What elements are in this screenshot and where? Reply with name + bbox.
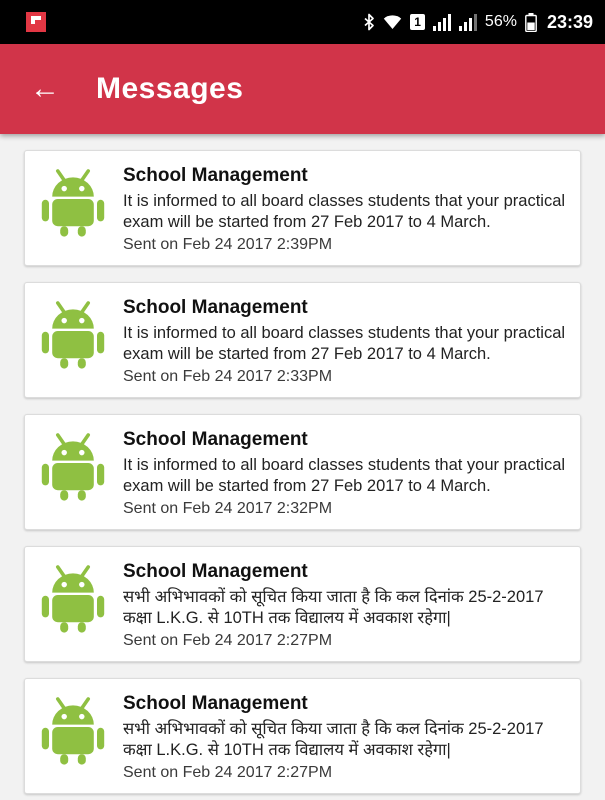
wifi-icon [383,14,402,30]
sim-slot-badge: 1 [410,14,425,30]
mobile-network-icon [459,14,477,31]
message-sender: School Management [123,561,308,582]
notification-app-icon [26,12,46,32]
battery-icon [525,13,537,32]
message-card[interactable] [24,546,581,662]
message-sender: School Management [123,429,308,450]
signal-bars-icon [433,14,451,31]
message-sender: School Management [123,165,308,186]
bluetooth-icon [363,13,375,31]
message-sent-timestamp: Sent on Feb 24 2017 2:33PM [123,367,333,385]
android-robot-icon [33,555,113,640]
message-sent-timestamp: Sent on Feb 24 2017 2:27PM [123,631,333,649]
message-body: It is informed to all board classes students that your practical exam will be started from 27 Feb 2017 to 4 March. [123,324,566,364]
android-robot-icon [33,687,113,772]
message-body: सभी अभिभावकों को सूचित किया जाता है कि कल दिनांक 25-2-2017 कक्षा L.K.G. से 10TH तक विद्यालय में अवकाश रहेगा| [123,720,544,760]
message-body: It is informed to all board classes students that your practical exam will be started from 27 Feb 2017 to 4 March. [123,192,566,232]
message-body: It is informed to all board classes students that your practical exam will be started from 27 Feb 2017 to 4 March. [123,456,566,496]
message-sender: School Management [123,297,308,318]
battery-percent-label: 56% [484,13,517,30]
message-body: सभी अभिभावकों को सूचित किया जाता है कि कल दिनांक 25-2-2017 कक्षा L.K.G. से 10TH तक विद्यालय में अवकाश रहेगा| [123,588,544,628]
clock-label: 23:39 [546,11,593,32]
message-card[interactable] [24,282,581,398]
message-text-block [123,159,568,254]
message-text-block [123,687,568,782]
android-robot-icon [33,423,113,508]
message-sent-timestamp: Sent on Feb 24 2017 2:32PM [123,499,333,517]
app-bar [0,44,605,134]
android-robot-icon [33,159,113,244]
back-button[interactable]: ← [26,70,64,108]
message-card[interactable] [24,414,581,530]
message-sender: School Management [123,693,308,714]
page-title: Messages [96,72,244,105]
message-text-block [123,423,568,518]
message-text-block [123,555,568,650]
message-list [0,134,605,800]
message-sent-timestamp: Sent on Feb 24 2017 2:39PM [123,235,333,253]
message-card[interactable] [24,678,581,794]
status-bar [0,0,605,44]
message-text-block [123,291,568,386]
message-sent-timestamp: Sent on Feb 24 2017 2:27PM [123,763,333,781]
android-robot-icon [33,291,113,376]
message-card[interactable] [24,150,581,266]
